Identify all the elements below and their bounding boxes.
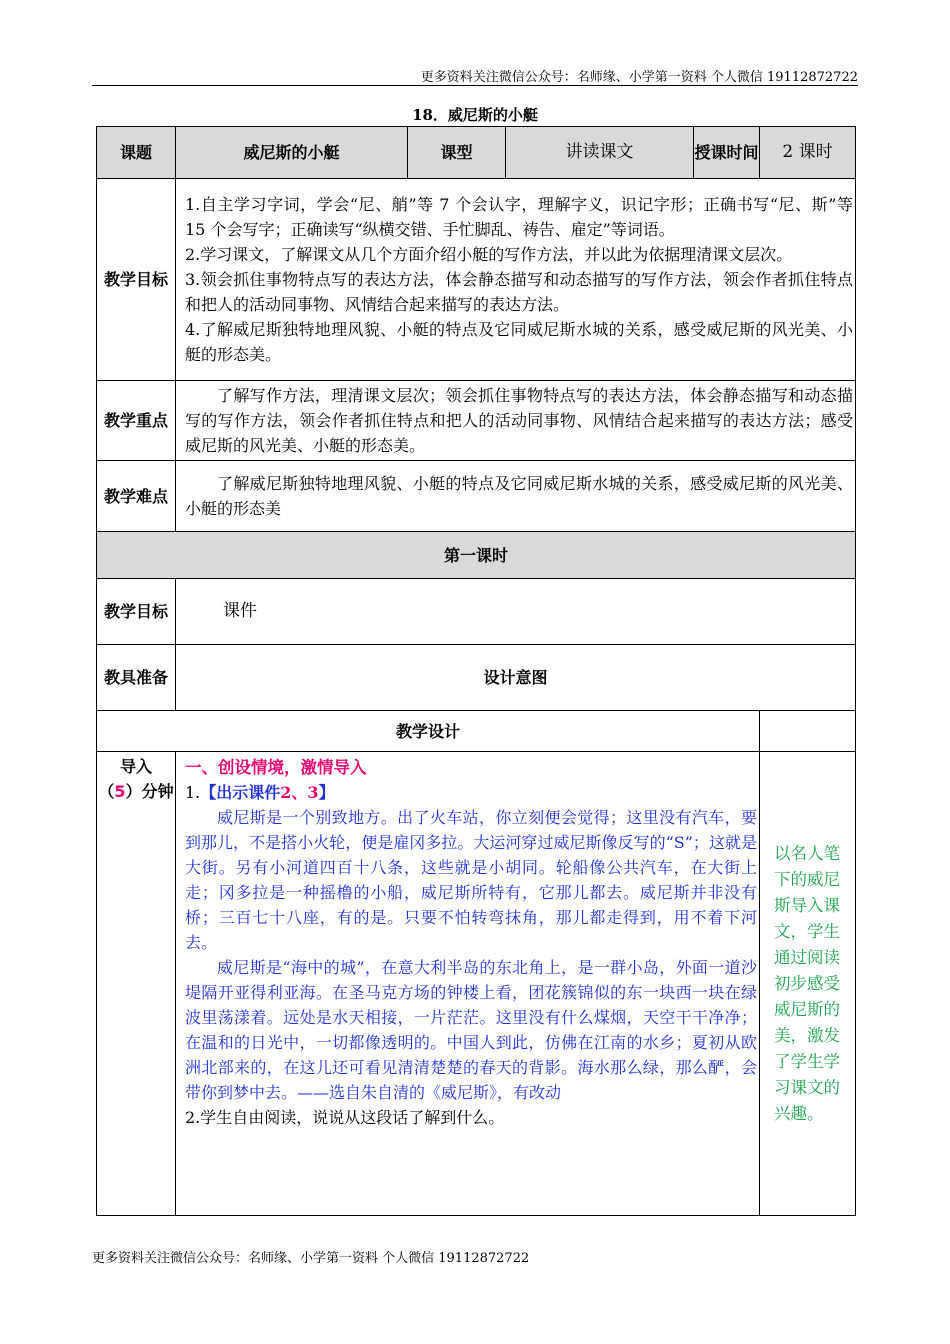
lead-in-label: 导入 [119,757,152,776]
lesson-goal-text: 课件 [176,579,856,645]
row-goals [97,179,856,381]
label-goals: 教学目标 [97,179,176,381]
lead-in-content [176,752,760,1216]
section-heading: 一、创设情境，激情导入 [185,758,367,777]
goals-content [176,179,856,381]
goal-item: 2.学习课文，了解课文从几个方面介绍小艇的写作方法，并以此为依据理清课文层次。 [185,245,793,264]
row-lesson-one [97,532,856,579]
design-intent-text: 以名人笔下的威尼斯导入课文，学生通过阅读初步感受威尼斯的美，激发了学生学习课文的兴趣。 [760,752,856,1216]
row-teaching-design [97,711,856,752]
row-key-points [97,381,856,461]
difficult-points-text: 了解威尼斯独特地理风貌、小艇的特点及它同威尼斯水城的关系，感受威尼斯的风光美、小艇的形态美 [176,461,856,532]
type-value: 讲读课文 [506,127,694,179]
key-points-text: 了解写作方法，理清课文层次；领会抓住事物特点写的表达方法，体会静态描写和动态描写的写作方法，领会作者抓住特点和把人的活动同事物、风情结合起来描写的表达方法；感受威尼斯的风光美、小艇的形态美。 [176,381,856,461]
row-course-info [97,127,856,179]
step-two: 2.学生自由阅读，说说从这段话了解到什么。 [185,1108,505,1127]
goal-item: 3.领会抓住事物特点写的表达方法，体会静态描写和动态描写的写作方法，领会作者抓住特点和把人的活动同事物、风情结合起来描写的表达方法。 [185,270,853,314]
lead-in-duration: （5）分钟 [98,782,174,801]
page-header: 更多资料关注微信公众号：名师缘、小学第一资料 个人微信 19112872722 [420,70,858,85]
row-teaching-tools [97,645,856,711]
row-lesson-goal [97,579,856,645]
label-time: 授课时间 [694,127,760,179]
label-key-points: 教学重点 [97,381,176,461]
lesson-one-title: 第一课时 [97,532,856,579]
label-lead-in [97,752,176,1216]
step-one: 1.【出示课件2、3】 [185,783,335,802]
row-lead-in [97,752,856,1216]
design-intent-header-blank [760,711,856,752]
label-difficult-points: 教学难点 [97,461,176,532]
lesson-plan-table [96,126,856,1216]
design-intent-heading: 设计意图 [176,645,856,711]
lead-in-minutes: 5 [114,782,126,801]
header-rule [92,85,858,86]
page-footer: 更多资料关注微信公众号：名师缘、小学第一资料 个人微信 19112872722 [92,1251,530,1266]
topic-value: 威尼斯的小艇 [176,127,408,179]
excerpt-paragraph-1: 威尼斯是一个别致地方。出了火车站，你立刻便会觉得；这里没有汽车，要到那儿，不是搭小火轮，便是雇冈多拉。大运河穿过威尼斯像反写的“S”；这就是大街。另有小河道四百十八条，这些就是小胡同。轮船像公共汽车，在大街上走；冈多拉是一种摇橹的小船，威尼斯所特有，它那儿都去。威尼斯并非没有桥；三百七十八座，有的是。只要不怕转弯抹角，那儿都走得到，用不着下河去。 [185,808,757,952]
label-lesson-goal: 教学目标 [97,579,176,645]
row-difficult-points [97,461,856,532]
label-topic: 课题 [97,127,176,179]
excerpt-paragraph-2: 威尼斯是“海中的城”，在意大利半岛的东北角上，是一群小岛，外面一道沙堤隔开亚得利亚海。在圣马克方场的钟楼上看，团花簇锦似的东一块西一块在绿波里荡漾着。远处是水天相接，一片茫茫。这里没有什么煤烟，天空干干净净；在温和的日光中，一切都像透明的。中国人到此，仿佛在江南的水乡；夏初从欧洲北部来的，在这儿还可看见清清楚楚的春天的背影。海水那么绿，那么酽，会带你到梦中去。——选自朱自清的《威尼斯》，有改动 [185,958,757,1102]
goal-item: 4.了解威尼斯独特地理风貌、小艇的特点及它同威尼斯水城的关系，感受威尼斯的风光美、小艇的形态美。 [185,320,853,364]
goal-item: 1.自主学习字词，学会“尼、艄”等 7 个会认字，理解字义，识记字形；正确书写“尼、斯”等 15 个会写字；正确读写“纵横交错、手忙脚乱、祷告、雇定”等词语。 [185,195,853,239]
teaching-design-title: 教学设计 [97,711,760,752]
document-title: 18．威尼斯的小艇 [412,106,538,124]
label-type: 课型 [408,127,506,179]
label-teaching-tools: 教具准备 [97,645,176,711]
time-value: 2 课时 [760,127,856,179]
